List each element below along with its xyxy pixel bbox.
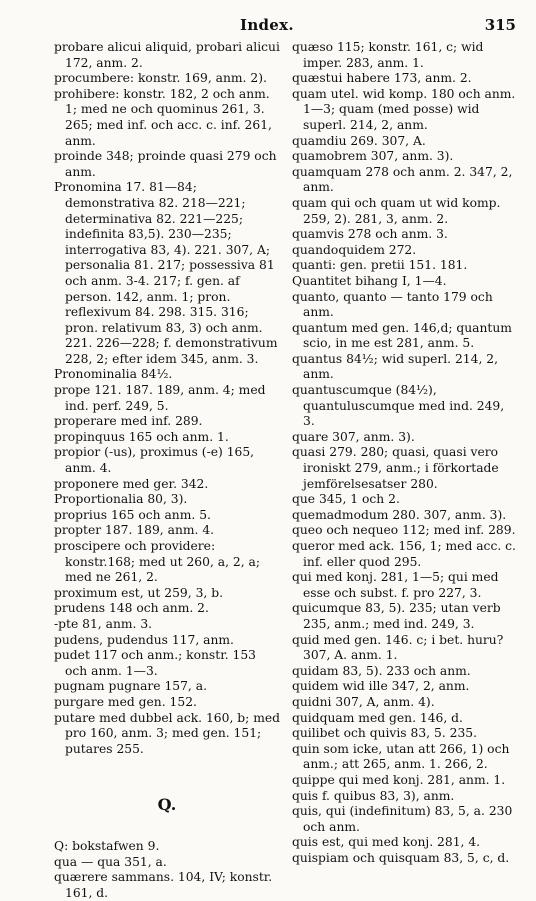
index-entry: quippe qui med konj. 281, anm. 1. xyxy=(292,772,506,787)
index-entry: quis f. quibus 83, 3), anm. xyxy=(292,788,455,803)
index-entry: prudens 148 och anm. 2. xyxy=(54,601,209,616)
running-head: Index. xyxy=(240,16,294,34)
index-entry: pugnam pugnare 157, a. xyxy=(54,679,207,694)
index-entry: quispiam och quisquam 83, 5, c, d. xyxy=(292,850,510,865)
left-column xyxy=(54,40,284,901)
index-entry: quasi 279. 280; quasi, quasi vero ironiskt 279, anm.; i förkortade jemförelsesatser 280. xyxy=(292,445,503,491)
index-entry: Pronominalia 84½. xyxy=(54,367,173,382)
index-entry: purgare med gen. 152. xyxy=(54,694,197,709)
index-entry: Q: bokstafwen 9. xyxy=(54,838,160,853)
index-entry: quemadmodum 280. 307, anm. 3). xyxy=(292,507,507,522)
index-entry: pudens, pudendus 117, anm. xyxy=(54,632,234,647)
index-entry: putare med dubbel ack. 160, b; med pro 160, anm. 3; med gen. 151; putares 255. xyxy=(54,710,284,756)
index-entry: quidam 83, 5). 233 och anm. xyxy=(292,663,471,678)
index-entry: quilibet och quivis 83, 5. 235. xyxy=(292,726,478,741)
index-entry: quicumque 83, 5). 235; utan verb 235, anm.; med ind. 249, 3. xyxy=(292,601,505,631)
index-entry: Proportionalia 80, 3). xyxy=(54,492,188,507)
section-letter-heading: Q. xyxy=(157,795,177,815)
index-entry: quamdiu 269. 307, A. xyxy=(292,133,426,148)
index-entry: propinquus 165 och anm. 1. xyxy=(54,429,229,444)
index-entry: quanti: gen. pretii 151. 181. xyxy=(292,258,468,273)
index-entry: pudet 117 och anm.; konstr. 153 och anm. 1—3. xyxy=(54,648,260,678)
right-column xyxy=(292,40,518,901)
index-entry: quidni 307, A, anm. 4). xyxy=(292,694,435,709)
index-entry: quamquam 278 och anm. 2. 347, 2, anm. xyxy=(292,164,517,195)
index-entry: quam utel. wid komp. 180 och anm. 1—3; quam (med posse) wid superl. 214, 2, anm. xyxy=(292,86,520,132)
index-entry: quantus 84½; wid superl. 214, 2, anm. xyxy=(292,351,502,382)
index-entry: proprius 165 och anm. 5. xyxy=(54,507,211,522)
index-entry: quæstui habere 173, anm. 2. xyxy=(292,71,472,86)
index-entry: procumbere: konstr. 169, anm. 2). xyxy=(54,71,267,86)
index-entry: quis est, qui med konj. 281, 4. xyxy=(292,835,481,850)
index-entry: quantuscumque (84½), quantuluscumque med ind. 249, 3. xyxy=(292,383,509,429)
index-entry: proponere med ger. 342. xyxy=(54,476,209,491)
index-entry: quidem wid ille 347, 2, anm. xyxy=(292,679,470,694)
index-entry: prohibere: konstr. 182, 2 och anm. 1; med ne och quominus 261, 3. 265; med inf. och acc. c. inf. 261, anm. xyxy=(54,86,276,148)
index-entry: quid med gen. 146. c; i bet. huru? 307, A. anm. 1. xyxy=(292,632,508,663)
index-entry: -pte 81, anm. 3. xyxy=(54,616,153,631)
index-entry: proinde 348; proinde quasi 279 och anm. xyxy=(54,149,281,179)
page-number: 315 xyxy=(484,16,516,34)
index-entry: quamvis 278 och anm. 3. xyxy=(292,227,448,242)
index-entry: properare med inf. 289. xyxy=(54,414,203,429)
index-entry: queo och nequeo 112; med inf. 289. xyxy=(292,523,516,538)
index-entry: quanto, quanto — tanto 179 och anm. xyxy=(292,289,497,320)
index-entry: prope 121. 187. 189, anm. 4; med ind. perf. 249, 5. xyxy=(54,383,270,413)
index-entry: quis, qui (indefinitum) 83, 5, a. 230 och anm. xyxy=(292,804,517,834)
index-entry: Pronomina 17. 81—84; demonstrativa 82. 218—221; determinativa 82. 221—225; indefinita 83,5). 230—235; interrogativa 83, 4). 221. 307, A; personalia 81. 217; possessiva 81 och anm. 3-4. 217; f. gen. af person. 142, anm. 1; pron. reflexivum 84. 298. 315. 316; pron. relativum 83, 3) och anm. 221. 226—228; f. demonstrativum 228, 2; efter idem 345, anm. 3. xyxy=(54,180,282,366)
index-entry: quidquam med gen. 146, d. xyxy=(292,710,463,725)
index-entry: proscipere och providere: konstr.168; med ut 260, a, 2, a; med ne 261, 2. xyxy=(54,539,264,585)
index-entry: probare alicui aliquid, probari alicui 172, anm. 2. xyxy=(54,40,284,70)
index-entry: quantum med gen. 146,d; quantum scio, in me est 281, anm. 5. xyxy=(292,320,516,351)
index-entry: quæso 115; konstr. 161, c; wid imper. 283, anm. 1. xyxy=(292,40,488,70)
index-entry: qui med konj. 281, 1—5; qui med esse och subst. f. pro 227, 3. xyxy=(292,570,503,600)
index-entry: queror med ack. 156, 1; med acc. c. inf. eller quod 295. xyxy=(292,539,520,569)
index-entry: qua — qua 351, a. xyxy=(54,854,167,869)
index-entry: quandoquidem 272. xyxy=(292,242,417,257)
index-entry: quin som icke, utan att 266, 1) och anm.; att 265, anm. 1. 266, 2. xyxy=(292,741,514,772)
index-entry: que 345, 1 och 2. xyxy=(292,492,400,507)
index-entry: quare 307, anm. 3). xyxy=(292,429,415,444)
index-entry: quam qui och quam ut wid komp. 259, 2). 281, 3, anm. 2. xyxy=(292,195,505,226)
index-columns xyxy=(54,40,518,901)
index-entry: propter 187. 189, anm. 4. xyxy=(54,523,215,538)
index-entry: propior (-us), proximus (-e) 165, anm. 4. xyxy=(54,445,259,476)
index-entry: quamobrem 307, anm. 3). xyxy=(292,149,454,164)
index-entry: Quantitet bihang I, 1—4. xyxy=(292,273,447,288)
page-header xyxy=(54,10,518,40)
index-entry: quærere sammans. 104, IV; konstr. 161, d. xyxy=(54,870,277,900)
index-entry: proximum est, ut 259, 3, b. xyxy=(54,585,223,600)
